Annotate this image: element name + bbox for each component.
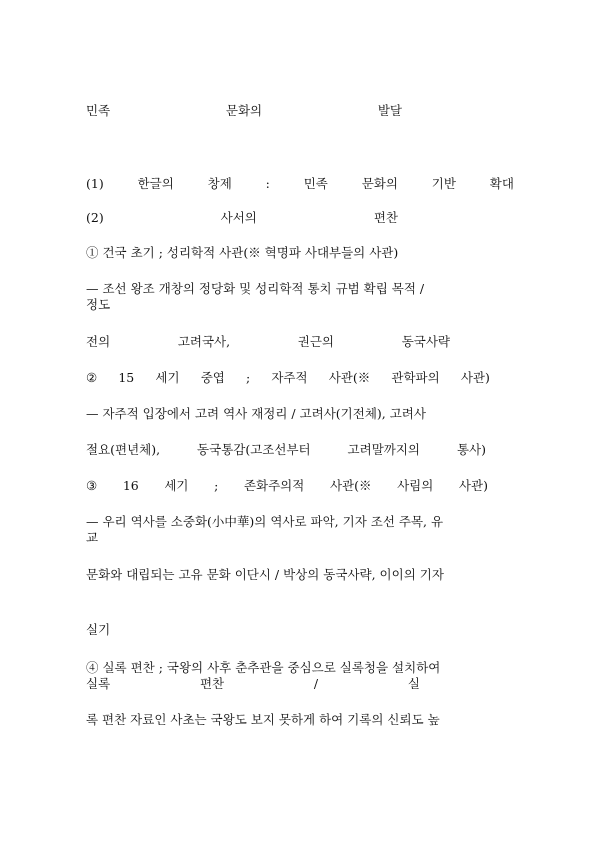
body-line	[86, 334, 450, 349]
body-line: 실기	[86, 622, 111, 637]
title-word: 민족	[86, 103, 111, 118]
heading-word: 사서의	[220, 210, 257, 225]
heading-word: 창제	[207, 176, 232, 191]
title-word: 문화의	[225, 103, 263, 118]
body-word: ;	[214, 478, 219, 493]
body-word: 권근의	[297, 334, 335, 349]
heading-word: 확대	[489, 176, 514, 191]
heading-word: 한글의	[137, 176, 174, 191]
body-word: 실	[407, 676, 420, 691]
body-word: 고려국사,	[177, 334, 231, 349]
body-line	[86, 676, 420, 691]
body-line: — 조선 왕조 개창의 정당화 및 성리학적 통치 규범 확립 목적 /	[86, 281, 425, 296]
body-word: 실록	[86, 676, 111, 691]
body-word: 통사)	[456, 442, 486, 457]
body-word: 사관)	[460, 370, 490, 385]
body-word: 존화주의적	[243, 478, 305, 493]
body-line	[86, 442, 486, 457]
heading-word: 문화의	[361, 176, 398, 191]
body-line	[86, 370, 490, 385]
body-word: 사관)	[458, 478, 488, 493]
body-line: — 자주적 입장에서 고려 역사 재정리 / 고려사(기전체), 고려사	[86, 406, 426, 421]
body-word: 고려말까지의	[347, 442, 420, 457]
body-line: 교	[86, 530, 99, 545]
body-word: 세기	[164, 478, 189, 493]
heading-word: (1)	[86, 176, 104, 191]
body-word: 사관(※	[328, 370, 371, 385]
body-line: 문화와 대립되는 고유 문화 이단시 / 박상의 동국사략, 이이의 기자	[86, 567, 444, 582]
body-word: 세기	[155, 370, 180, 385]
body-line: ① 건국 초기 ; 성리학적 사관(※ 혁명파 사대부들의 사관)	[86, 245, 399, 260]
body-line: 록 편찬 자료인 사초는 국왕도 보지 못하게 하여 기록의 신뢰도 높	[86, 712, 440, 727]
page-title	[86, 103, 402, 118]
title-word: 발달	[377, 103, 402, 118]
body-word: 동국통감(고조선부터	[197, 442, 311, 457]
body-line: ④ 실록 편찬 ; 국왕의 사후 춘추관을 중심으로 실록청을 설치하여	[86, 660, 441, 675]
body-word: 관학파의	[391, 370, 440, 385]
body-word: ;	[246, 370, 251, 385]
body-word: ③	[86, 478, 98, 493]
heading-word: 편찬	[373, 210, 398, 225]
section-heading-2	[86, 210, 398, 225]
body-word: 16	[122, 478, 139, 493]
section-heading-1	[86, 176, 514, 191]
body-word: ②	[86, 370, 98, 385]
body-word: 전의	[86, 334, 111, 349]
body-word: 편찬	[199, 676, 225, 691]
heading-word: :	[265, 176, 270, 191]
body-word: 절요(편년체),	[86, 442, 161, 457]
body-word: 자주적	[271, 370, 308, 385]
body-word: 사림의	[397, 478, 434, 493]
heading-word: 기반	[431, 176, 456, 191]
body-word: 사관(※	[329, 478, 372, 493]
heading-word: (2)	[86, 210, 104, 225]
body-line: 정도	[86, 297, 111, 312]
body-line: — 우리 역사를 소중화(小中華)의 역사로 파악, 기자 조선 주목, 유	[86, 514, 444, 529]
body-word: 중엽	[200, 370, 225, 385]
heading-word: 민족	[303, 176, 328, 191]
body-line	[86, 478, 488, 493]
body-word: 동국사략	[401, 334, 450, 349]
body-word: 15	[118, 370, 135, 385]
body-word: /	[313, 676, 319, 691]
